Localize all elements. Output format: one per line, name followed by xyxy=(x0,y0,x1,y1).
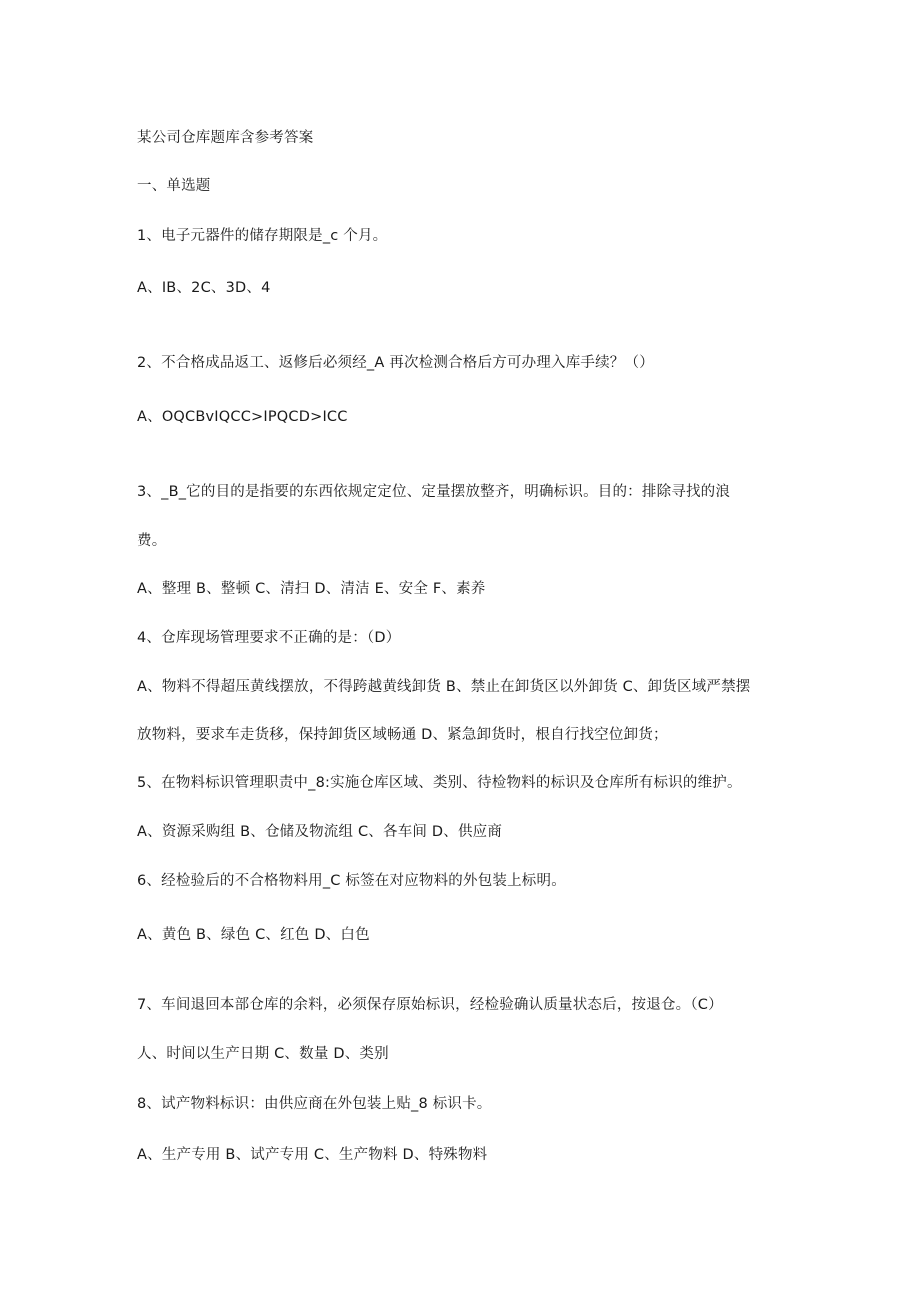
question-4-options: A、物料不得超压黄线摆放，不得跨越黄线卸货 B、禁止在卸货区以外卸货 C、卸货区域严禁摆 xyxy=(137,679,751,695)
question-4-options-continued: 放物料，要求车走货移，保持卸货区域畅通 D、紧急卸货时，根自行找空位卸货； xyxy=(137,727,668,743)
question-4: 4、仓库现场管理要求不正确的是：（D） xyxy=(137,630,401,646)
question-3-continued: 费。 xyxy=(137,533,167,549)
document-title: 某公司仓库题库含参考答案 xyxy=(137,130,314,146)
question-3: 3、_B_它的目的是指要的东西依规定定位、定量摆放整齐，明确标识。目的：排除寻找的浪 xyxy=(137,484,731,500)
question-7-options: 人、时间以生产日期 C、数量 D、类别 xyxy=(137,1046,389,1062)
question-2-options: A、OQCBvIQCC>IPQCD>ICC xyxy=(137,409,348,425)
question-5-options: A、资源采购组 B、仓储及物流组 C、各车间 D、供应商 xyxy=(137,824,503,840)
question-6: 6、经检验后的不合格物料用_C 标签在对应物料的外包装上标明。 xyxy=(137,873,566,889)
question-6-options: A、黄色 B、绿色 C、红色 D、白色 xyxy=(137,927,370,943)
question-8-options: A、生产专用 B、试产专用 C、生产物料 D、特殊物料 xyxy=(137,1147,488,1163)
question-2: 2、不合格成品返工、返修后必须经_A 再次检测合格后方可办理入库手续？（） xyxy=(137,355,654,371)
question-3-options: A、整理 B、整顿 C、清扫 D、清洁 E、安全 F、素养 xyxy=(137,581,486,597)
section-heading: 一、单选题 xyxy=(137,178,211,194)
question-5: 5、在物料标识管理职责中_8:实施仓库区域、类别、待检物料的标识及仓库所有标识的维护。 xyxy=(137,775,742,791)
question-7: 7、车间退回本部仓库的余料，必须保存原始标识，经检验确认质量状态后，按退仓。（C） xyxy=(137,997,723,1013)
question-8: 8、试产物料标识：由供应商在外包装上贴_8 标识卡。 xyxy=(137,1096,492,1112)
question-1: 1、电子元器件的储存期限是_c 个月。 xyxy=(137,228,388,244)
question-1-options: A、IB、2C、3D、4 xyxy=(137,280,271,296)
